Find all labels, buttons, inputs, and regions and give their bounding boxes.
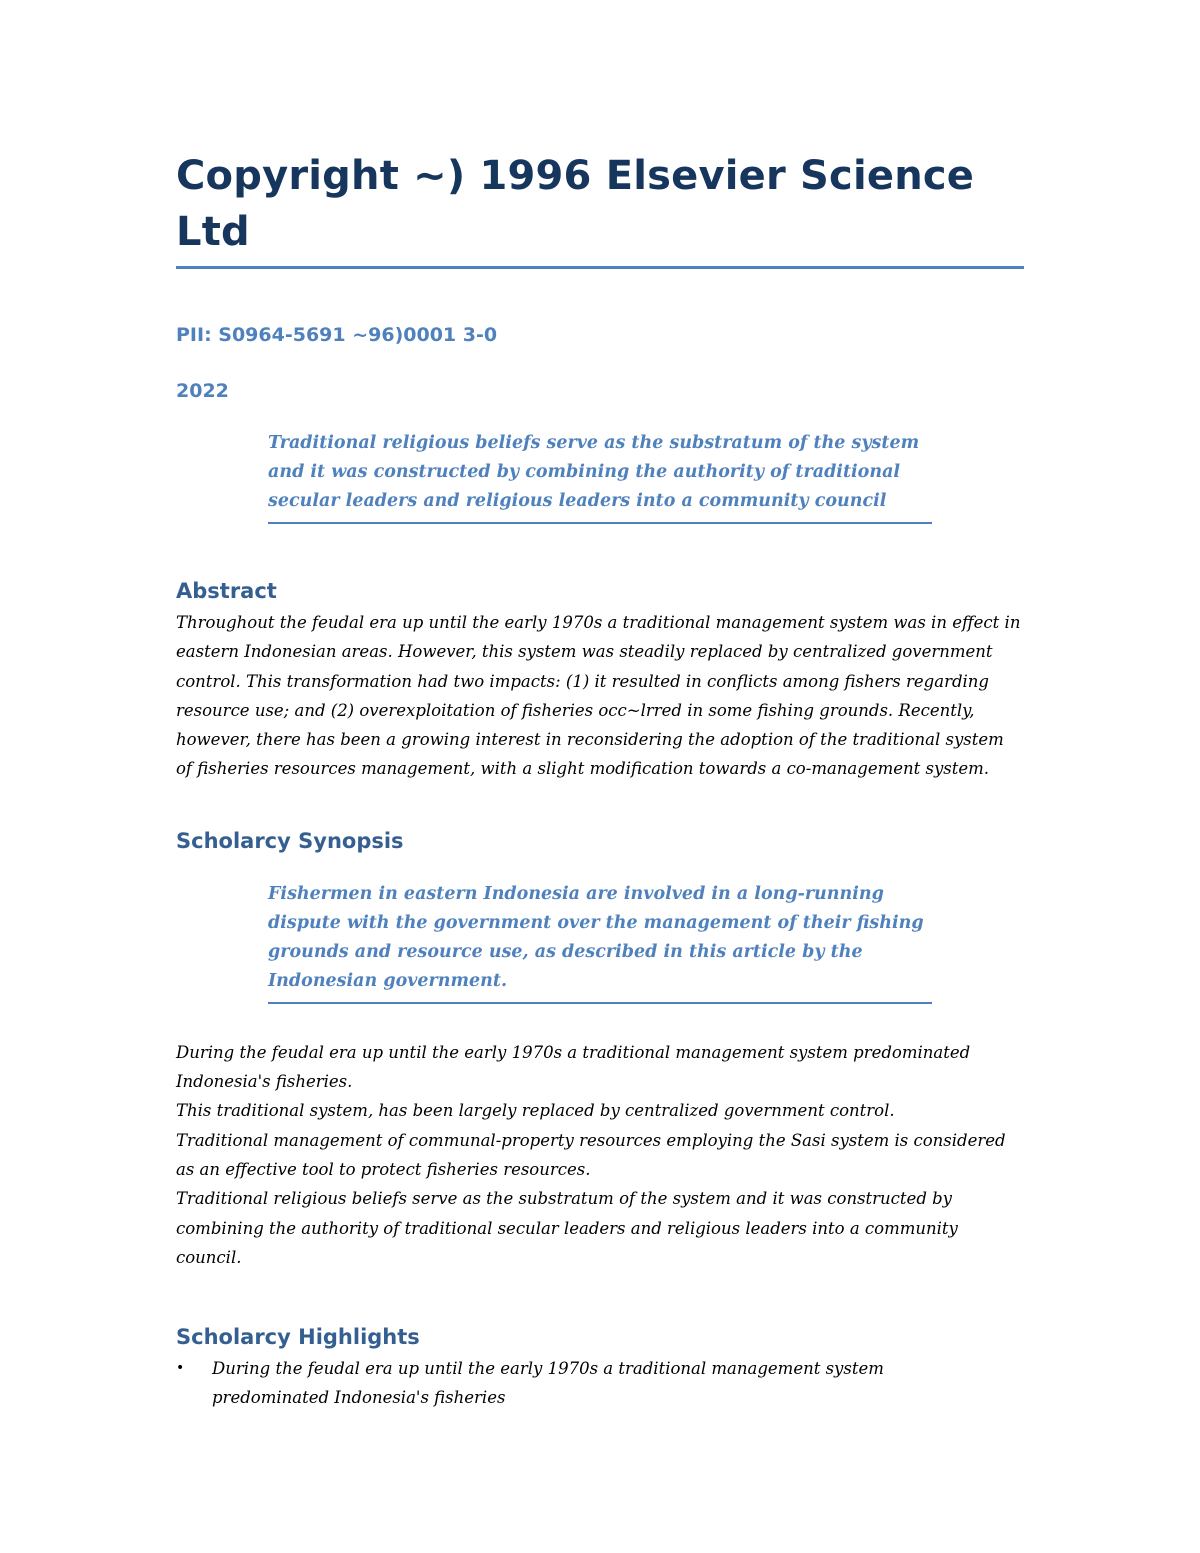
- bullet-icon: •: [176, 1360, 185, 1377]
- pii-identifier: PII: S0964-5691 ~96)0001 3-0: [176, 324, 498, 346]
- synopsis-pull-quote: Fishermen in eastern Indonesia are involved in a long-running dispute with the government over the management of their fishing grounds and resource use, as described in this article by the Indonesian government.: [268, 880, 932, 1004]
- document-title: Copyright ~) 1996 Elsevier Science Ltd: [176, 148, 1024, 269]
- abstract-text: Throughout the feudal era up until the early 1970s a traditional management system was in effect in eastern Indonesian areas. However, this system was steadily replaced by centralized government control. This transformation had two impacts: (1) it resulted in conflicts among fishers regarding resource use; and (2) overexploitation of fisheries occ~lrred in some fishing grounds. Recently, however, there has been a growing interest in reconsidering the adoption of the traditional system of fisheries resources management, with a slight modification towards a co-management system.: [176, 613, 1021, 779]
- synopsis-body: [176, 1038, 1024, 1272]
- document-page: [176, 148, 1024, 1413]
- abstract-heading: Abstract: [176, 579, 277, 603]
- pull-quote: Traditional religious beliefs serve as the substratum of the system and it was constructed by combining the authority of traditional secular leaders and religious leaders into a community council: [268, 429, 932, 524]
- synopsis-line: This traditional system, has been largely replaced by centralized government control.: [176, 1101, 895, 1121]
- highlight-text: During the feudal era up until the early 1970s a traditional management system predominated Indonesia's fisheries: [212, 1359, 884, 1408]
- synopsis-heading: Scholarcy Synopsis: [176, 828, 404, 853]
- highlights-heading: Scholarcy Highlights: [176, 1325, 420, 1350]
- list-item: [176, 1354, 952, 1413]
- synopsis-line: During the feudal era up until the early 1970s a traditional management system predominated Indonesia's fisheries.: [176, 1042, 971, 1092]
- synopsis-line: Traditional management of communal-property resources employing the Sasi system is considered as an effective tool to protect fisheries resources.: [176, 1130, 1006, 1179]
- synopsis-line: Traditional religious beliefs serve as the substratum of the system and it was constructed by combining the authority of traditional secular leaders and religious leaders into a community council.: [176, 1189, 958, 1267]
- highlights-list: [176, 1354, 1024, 1413]
- publication-year: 2022: [176, 380, 229, 402]
